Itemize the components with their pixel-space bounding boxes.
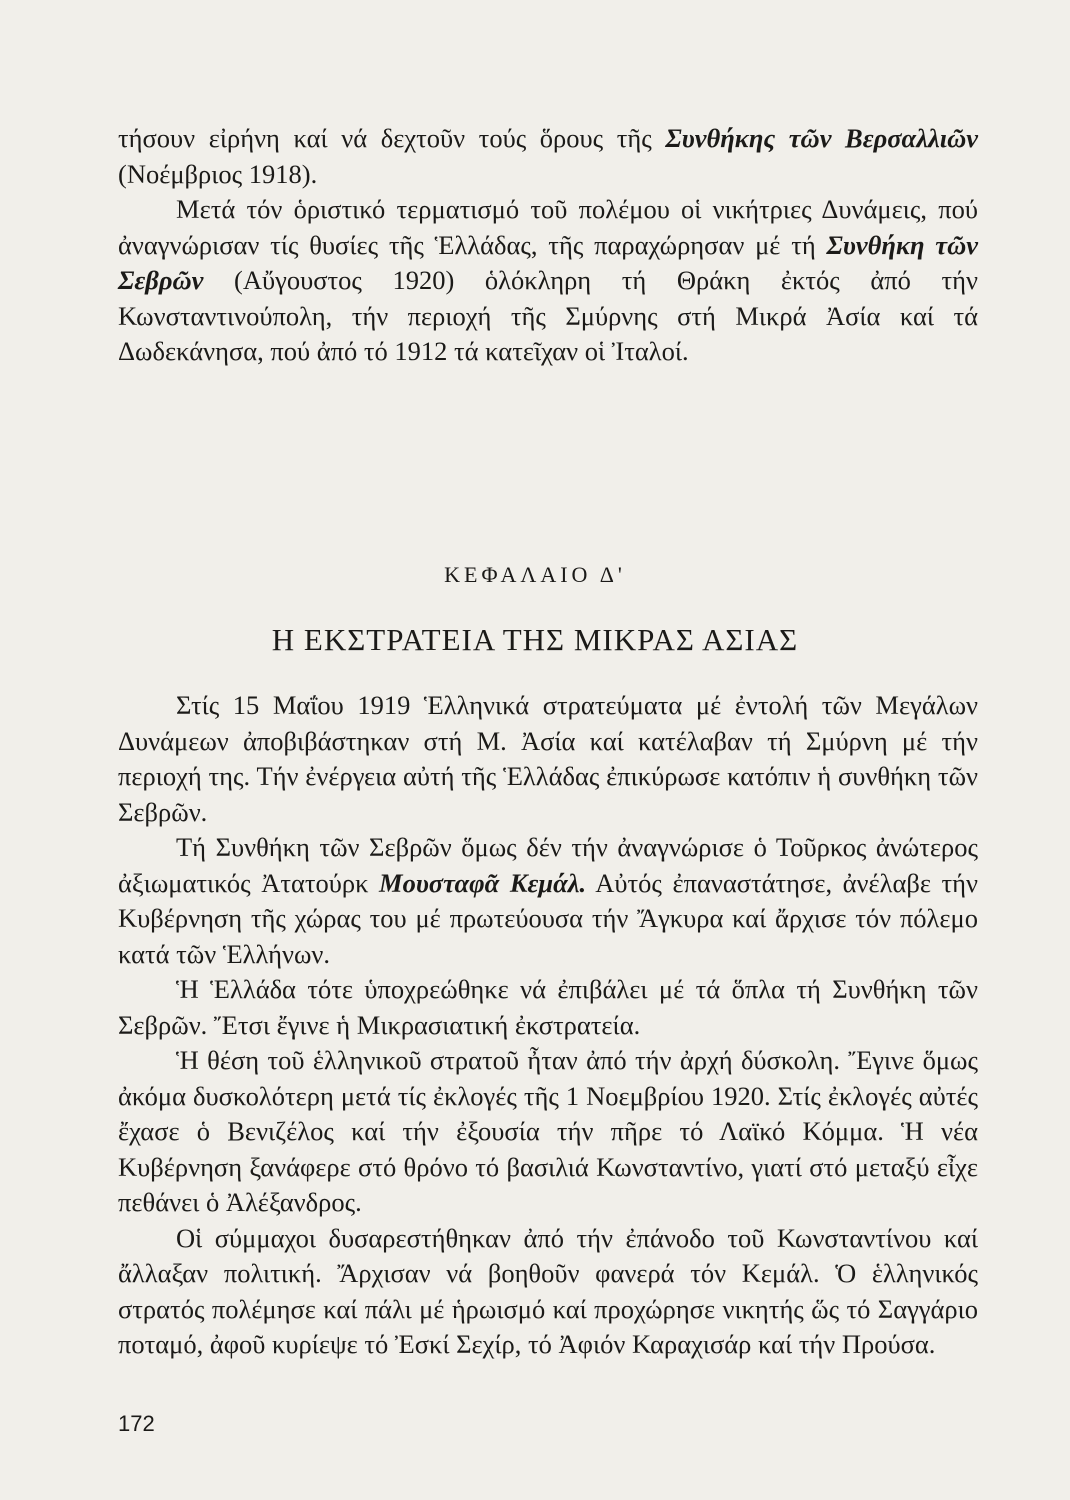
italic-term: Μουσταφᾶ Κεμάλ. xyxy=(379,867,587,898)
paragraph: Ἡ Ἑλλάδα τότε ὑποχρεώθηκε νά ἐπιβάλει μέ τά ὅπλα τή Συνθήκη τῶν Σεβρῶν. Ἔτσι ἔγινε ἡ Μικρασιατική ἐκστρατεία. xyxy=(118,974,978,1040)
page-number: 172 xyxy=(118,1411,155,1436)
intro-text xyxy=(118,121,978,370)
paragraph: Τή Συνθήκη τῶν Σεβρῶν ὅμως δέν τήν ἀναγνώρισε ὁ Τοῦρκος ἀνώτερος ἀξιωματικός Ἀτατούρκ Μουσταφᾶ Κεμάλ. Αὐτός ἐπαναστάτησε, ἀνέλαβε τήν Κυβέρνηση τῆς χώρας του μέ πρωτεύουσα τήν Ἄγκυρα καί ἄρχισε τόν πόλεμο κατά τῶν Ἑλλήνων. xyxy=(118,832,978,969)
paragraph: τήσουν εἰρήνη καί νά δεχτοῦν τούς ὅρους τῆς Συνθήκης τῶν Βερσαλλιῶν (Νοέμβριος 1918). xyxy=(118,123,979,189)
paragraph: Μετά τόν ὁριστικό τερματισμό τοῦ πολέμου οἱ νικήτριες Δυνάμεις, πού ἀναγνώρισαν τίς θυσίες τῆς Ἑλλάδας, τῆς παραχώρησαν μέ τή Συνθήκη τῶν Σεβρῶν (Αὔγουστος 1920) ὁλόκληρη τή Θράκη ἐκτός ἀπό τήν Κωνσταντινούπολη, τήν περιοχή τῆς Σμύρνης στή Μικρά Ἀσία καί τά Δωδεκάνησα, πού ἀπό τό 1912 τά κατεῖχαν οἱ Ἰταλοί. xyxy=(118,194,978,366)
chapter-heading: ΚΕΦΑΛΑΙΟ Δ' xyxy=(444,562,626,587)
chapter-title: Η ΕΚΣΤΡΑΤΕΙΑ ΤΗΣ ΜΙΚΡΑΣ ΑΣΙΑΣ xyxy=(271,622,799,657)
italic-term: Συνθήκη τῶν Σεβρῶν xyxy=(118,229,978,295)
paragraph: Στίς 15 Μαΐου 1919 Ἑλληνικά στρατεύματα μέ ἐντολή τῶν Μεγάλων Δυνάμεων ἀποβιβάστηκαν στή Μ. Ἀσία καί κατέλαβαν τή Σμύρνη μέ τήν περιοχή της. Τήν ἐνέργεια αὐτή τῆς Ἑλλάδας ἐπικύρωσε κατόπιν ἡ συνθήκη τῶν Σεβρῶν. xyxy=(118,690,978,827)
italic-term: Συνθήκης τῶν Βερσαλλιῶν xyxy=(665,123,979,153)
paragraph: Οἱ σύμμαχοι δυσαρεστήθηκαν ἀπό τήν ἐπάνοδο τοῦ Κωνσταντίνου καί ἄλλαξαν πολιτική. Ἄρχισαν νά βοηθοῦν φανερά τόν Κεμάλ. Ὁ ἑλληνικός στρατός πολέμησε καί πάλι μέ ἡρωισμό καί προχώρησε νικητής ὥς τό Σαγγάριο ποταμό, ἀφοῦ κυρίεψε τό Ἐσκί Σεχίρ, τό Ἀφιόν Καραχισάρ καί τήν Προύσα. xyxy=(118,1222,978,1359)
paragraph: Ἡ θέση τοῦ ἑλληνικοῦ στρατοῦ ἦταν ἀπό τήν ἀρχή δύσκολη. Ἔγινε ὅμως ἀκόμα δυσκολότερη μετά τίς ἐκλογές τῆς 1 Νοεμβρίου 1920. Στίς ἐκλογές αὐτές ἔχασε ὁ Βενιζέλος καί τήν ἐξουσία τήν πῆρε τό Λαϊκό Κόμμα. Ἡ νέα Κυβέρνηση ξανάφερε στό θρόνο τό βασιλιά Κωνσταντίνο, γιατί στό μεταξύ εἶχε πεθάνει ὁ Ἀλέξανδρος. xyxy=(118,1045,978,1217)
chapter-body xyxy=(118,688,978,1363)
